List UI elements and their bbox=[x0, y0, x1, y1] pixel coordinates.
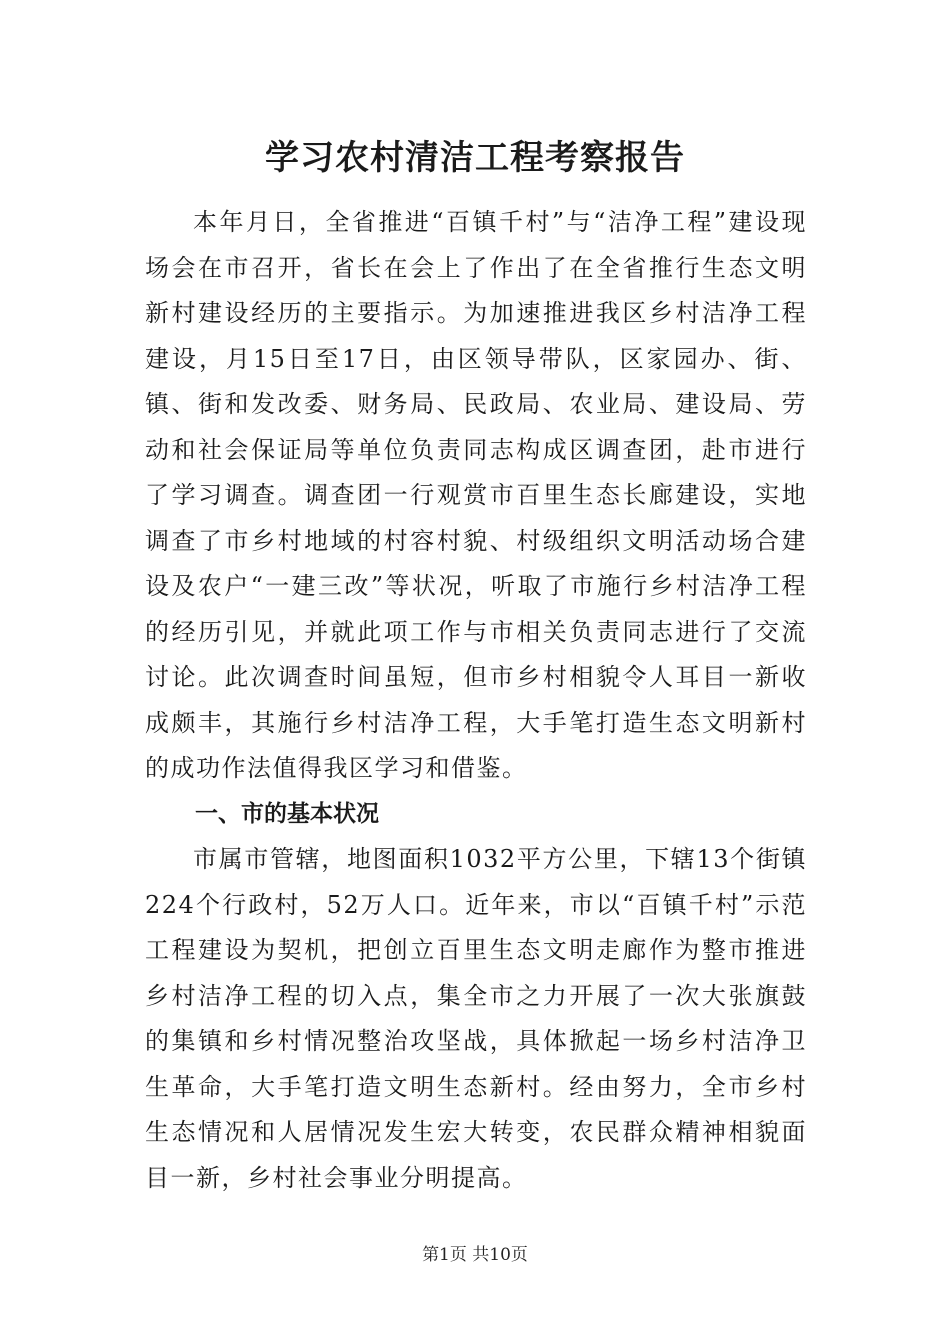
section-paragraph: 市属市管辖，地图面积1032平方公里，下辖13个街镇224个行政村，52万人口。近年来，市以“百镇千村”示范工程建设为契机，把创立百里生态文明走廊作为整市推进乡村洁净工程的切入点，集全市之力开展了一次大张旗鼓的集镇和乡村情况整治攻坚战，具体掀起一场乡村洁净卫生革命，大手笔打造文明生态新村。经由努力，全市乡村生态情况和人居情况发生宏大转变，农民群众精神相貌面目一新，乡村社会事业分明提高。 bbox=[145, 845, 807, 1192]
intro-paragraph: 本年月日，全省推进“百镇千村”与“洁净工程”建设现场会在市召开，省长在会上了作出了在全省推行生态文明新村建设经历的主要指示。为加速推进我区乡村洁净工程建设，月15日至17日，由区领导带队，区家园办、街、镇、街和发改委、财务局、民政局、农业局、建设局、劳动和社会保证局等单位负责同志构成区调查团，赴市进行了学习调查。调查团一行观赏市百里生态长廊建设，实地调查了市乡村地域的村容村貌、村级组织文明活动场合建设及农户“一建三改”等状况，听取了市施行乡村洁净工程的经历引见，并就此项工作与市相关负责同志进行了交流讨论。此次调查时间虽短，但市乡村相貌令人耳目一新收成颇丰，其施行乡村洁净工程，大手笔打造生态文明新村的成功作法值得我区学习和借鉴。 bbox=[145, 208, 807, 782]
document-title: 学习农村清洁工程考察报告 bbox=[265, 138, 685, 178]
document-body bbox=[145, 200, 807, 1201]
page-number-footer: 第1页 共10页 bbox=[422, 1245, 528, 1265]
section-heading: 一、市的基本状况 bbox=[195, 800, 379, 827]
